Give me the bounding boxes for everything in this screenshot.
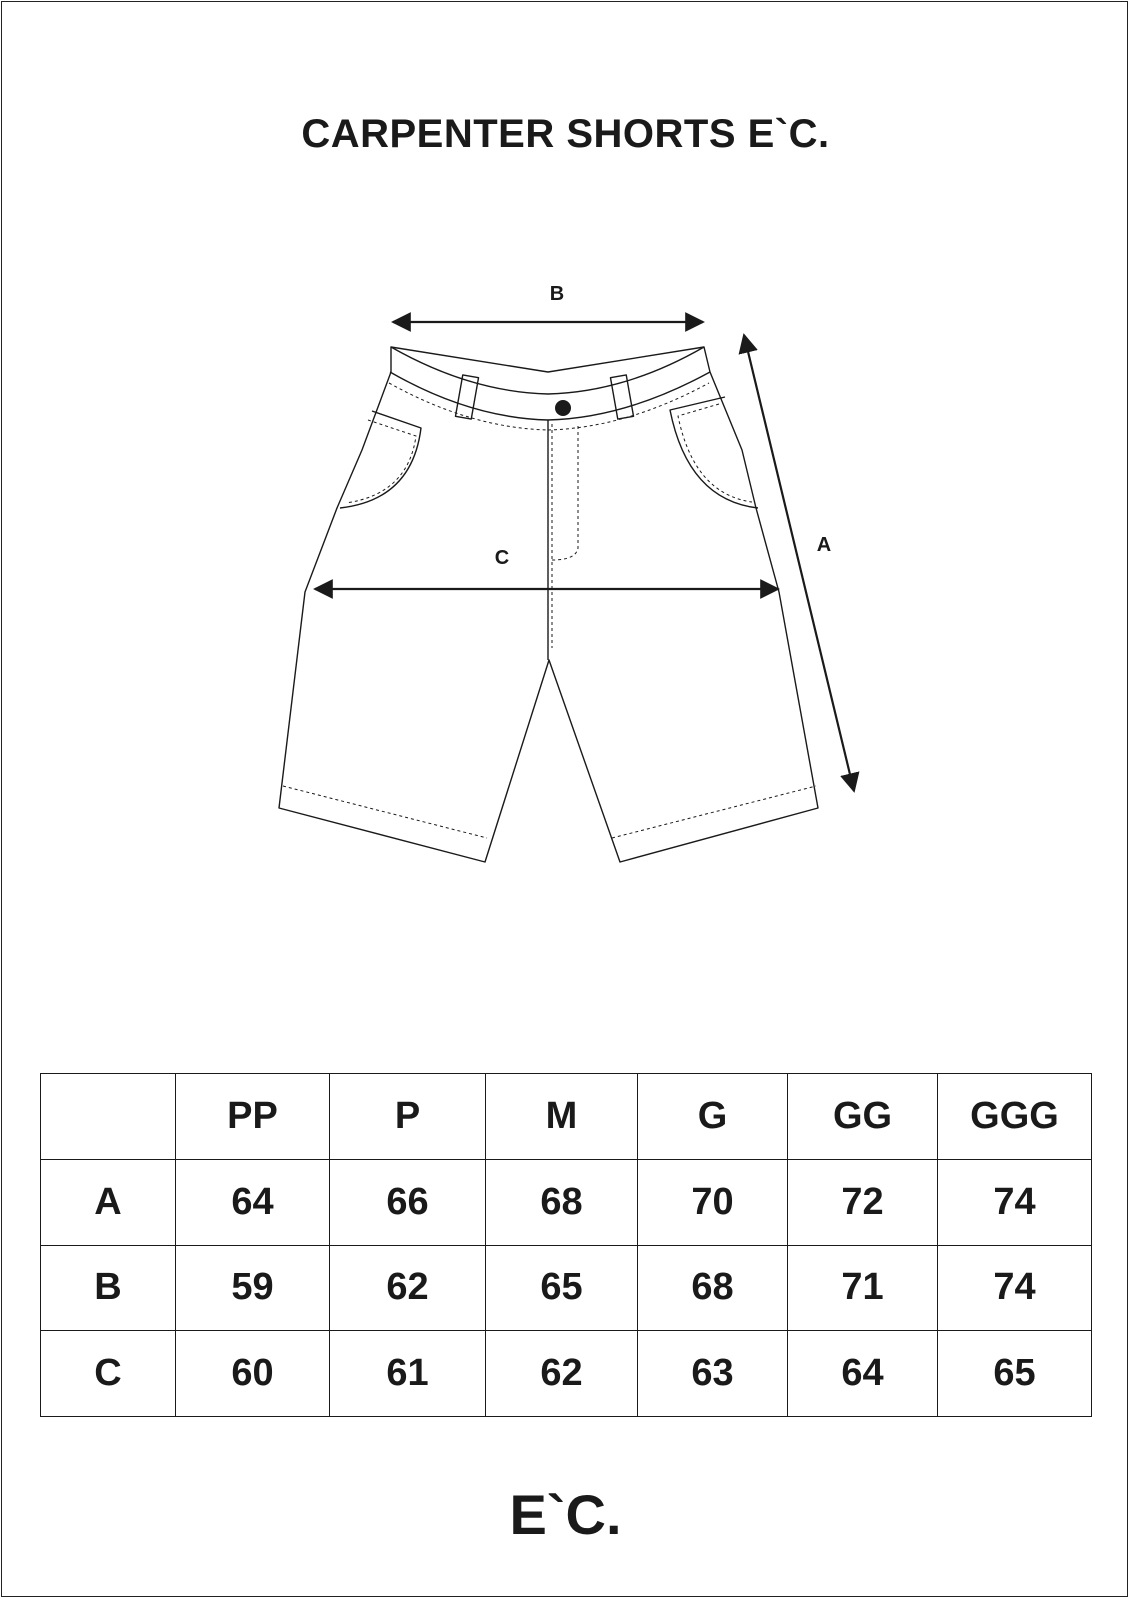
header-cell: PP [176, 1074, 330, 1160]
table-cell: 65 [486, 1245, 638, 1331]
belt-loop-right [610, 375, 633, 419]
header-cell: P [330, 1074, 486, 1160]
hem-right [612, 786, 816, 838]
label-a: A [816, 534, 832, 556]
row-label: B [41, 1245, 176, 1331]
header-cell: G [638, 1074, 788, 1160]
pocket-left [340, 411, 421, 508]
row-label: A [41, 1159, 176, 1245]
table-cell: 60 [176, 1331, 330, 1417]
table-cell: 74 [938, 1245, 1092, 1331]
header-cell [41, 1074, 176, 1160]
page-title: CARPENTER SHORTS E`C. [301, 112, 830, 156]
table-cell: 64 [788, 1331, 938, 1417]
table-cell: 68 [638, 1245, 788, 1331]
table-cell: 64 [176, 1159, 330, 1245]
table-cell: 65 [938, 1331, 1092, 1417]
table-cell: 70 [638, 1159, 788, 1245]
table-cell: 72 [788, 1159, 938, 1245]
label-b: B [549, 283, 565, 305]
table-cell: 66 [330, 1159, 486, 1245]
table-header-row [41, 1074, 1092, 1160]
size-table [40, 1073, 1092, 1417]
table-cell: 61 [330, 1331, 486, 1417]
table-row [41, 1331, 1092, 1417]
brand-logo: E`C. [509, 1483, 622, 1546]
hem-left [283, 786, 487, 838]
shorts-outline [279, 347, 818, 862]
row-label: C [41, 1331, 176, 1417]
table-cell: 59 [176, 1245, 330, 1331]
table-cell: 68 [486, 1159, 638, 1245]
belt-loop-left [455, 375, 478, 419]
table-cell: 62 [330, 1245, 486, 1331]
table-cell: 71 [788, 1245, 938, 1331]
table-cell: 63 [638, 1331, 788, 1417]
label-c: C [494, 547, 510, 569]
button-icon [555, 400, 571, 416]
pocket-right [670, 397, 758, 508]
measure-a-arrow [744, 335, 854, 791]
table-row [41, 1159, 1092, 1245]
table-row [41, 1245, 1092, 1331]
table-cell: 62 [486, 1331, 638, 1417]
header-cell: M [486, 1074, 638, 1160]
header-cell: GGG [938, 1074, 1092, 1160]
header-cell: GG [788, 1074, 938, 1160]
table-cell: 74 [938, 1159, 1092, 1245]
